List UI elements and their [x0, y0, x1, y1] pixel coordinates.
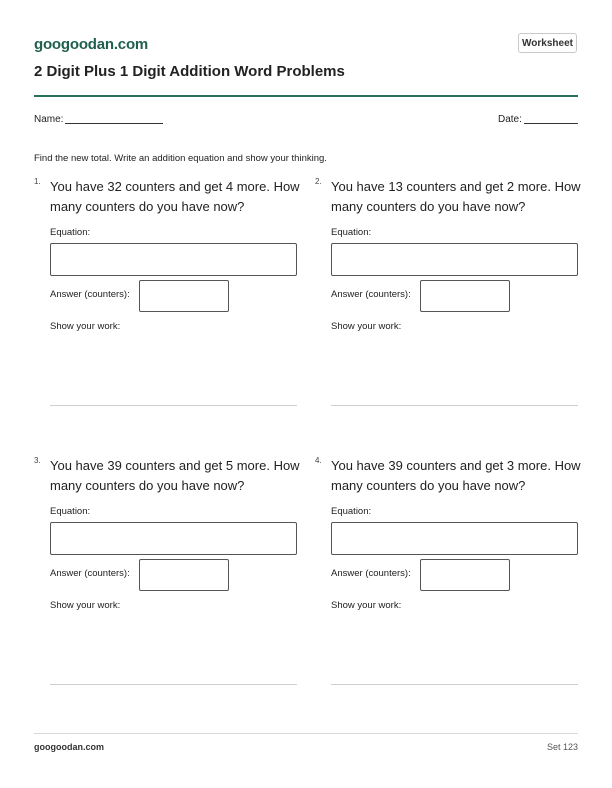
work-label: Show your work: [50, 600, 121, 611]
name-label: Name: [34, 114, 64, 125]
equation-input[interactable] [331, 243, 578, 276]
work-area-line[interactable] [50, 405, 297, 406]
problem-1 [34, 177, 300, 417]
answer-label: Answer (counters): [331, 289, 411, 300]
problem-3 [34, 456, 300, 696]
equation-input[interactable] [50, 522, 297, 555]
equation-input[interactable] [50, 243, 297, 276]
equation-input[interactable] [331, 522, 578, 555]
problem-text: You have 39 counters and get 3 more. How many counters do you have now? [331, 458, 581, 493]
equation-label: Equation: [50, 227, 91, 238]
work-label: Show your work: [331, 321, 402, 332]
problem-2 [315, 177, 581, 417]
work-area-line[interactable] [331, 684, 578, 685]
answer-input[interactable] [139, 280, 229, 312]
equation-label: Equation: [50, 506, 91, 517]
answer-input[interactable] [139, 559, 229, 591]
worksheet-badge: Worksheet [518, 33, 577, 53]
answer-label: Answer (counters): [331, 568, 411, 579]
problem-number: 3. [34, 456, 41, 465]
answer-label: Answer (counters): [50, 289, 130, 300]
footer-set-number: Set 123 [546, 742, 578, 752]
work-label: Show your work: [331, 600, 402, 611]
problem-text: You have 39 counters and get 5 more. How many counters do you have now? [50, 458, 300, 493]
problem-number: 1. [34, 177, 41, 186]
footer-divider [34, 733, 578, 734]
problem-number: 4. [315, 456, 322, 465]
title-divider [34, 95, 578, 97]
brand-logo: googoodan.com [34, 36, 149, 53]
instructions: Find the new total. Write an addition equation and show your thinking. [34, 153, 327, 164]
answer-input[interactable] [420, 559, 510, 591]
work-label: Show your work: [50, 321, 121, 332]
problem-text: You have 32 counters and get 4 more. How many counters do you have now? [50, 179, 300, 214]
equation-label: Equation: [331, 506, 372, 517]
date-label: Date: [498, 114, 522, 125]
date-field-line[interactable] [524, 123, 578, 124]
equation-label: Equation: [331, 227, 372, 238]
footer-site: googoodan.com [34, 742, 104, 752]
work-area-line[interactable] [50, 684, 297, 685]
page-title: 2 Digit Plus 1 Digit Addition Word Problems [34, 63, 345, 80]
work-area-line[interactable] [331, 405, 578, 406]
problem-text: You have 13 counters and get 2 more. How many counters do you have now? [331, 179, 581, 214]
answer-label: Answer (counters): [50, 568, 130, 579]
problem-4 [315, 456, 581, 696]
name-field-line[interactable] [65, 123, 163, 124]
answer-input[interactable] [420, 280, 510, 312]
problem-number: 2. [315, 177, 322, 186]
